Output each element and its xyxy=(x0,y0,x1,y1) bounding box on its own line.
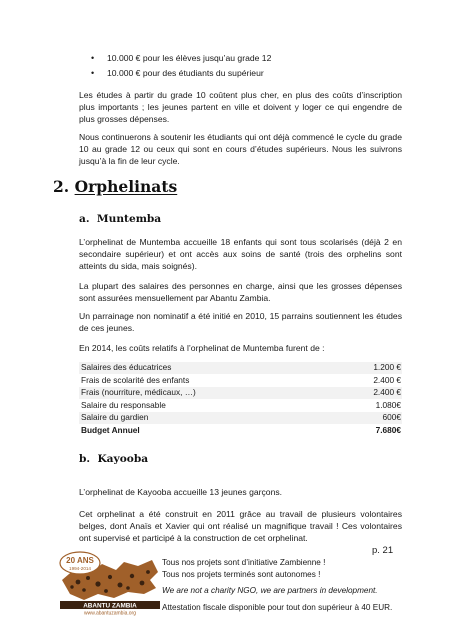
paragraph-muntemba-salaries: La plupart des salaires des personnes en charge, ainsi que les grosses dépenses sont assurées mensuellement par Abantu Zambia. xyxy=(79,281,402,304)
footer-line-autonomous: Tous nos projets terminés sont autonomes ! xyxy=(162,570,321,579)
section-heading-orphelinats xyxy=(53,177,177,196)
paragraph-muntemba-sponsorship: Un parrainage non nominatif a été initié en 2010, 15 parrains soutiennent les études de ces jeunes. xyxy=(79,311,402,334)
table-row xyxy=(79,362,402,374)
cost-amount: 1.200 € xyxy=(335,362,402,374)
abantu-zambia-logo xyxy=(58,550,162,616)
footer-line-tax-certificate: Attestation fiscale disponible pour tout don supérieur à 40 EUR. xyxy=(162,603,393,612)
bullet-item: • 10.000 € pour les élèves jusqu’au grade 12 xyxy=(91,51,271,66)
cost-label: Salaire du responsable xyxy=(79,399,335,412)
section-number: 2. xyxy=(53,177,70,196)
cost-label: Frais de scolarité des enfants xyxy=(79,374,335,387)
paragraph-muntemba-intro: L’orphelinat de Muntemba accueille 18 enfants qui sont tous scolarisés (déjà 2 en secondaire supérieur) et ont accès aux soins de santé (trois des orphelins sont atteints du sida, mais soignés). xyxy=(79,237,402,272)
cost-amount: 600€ xyxy=(335,412,402,425)
paragraph-kayooba-construction: Cet orphelinat a été construit en 2011 grâce au travail de plusieurs volontaires belges, dont Anaïs et Xavier qui ont réalisé un magnifique travail ! Ces volontaires ont supervisé et participé à la construction de cet orphelinat. xyxy=(79,509,402,544)
subheading-kayooba: b. Kayooba xyxy=(79,453,149,465)
table-row xyxy=(79,399,402,412)
paragraph-studies-cost: Les études à partir du grade 10 coûtent plus cher, en plus des coûts d’inscription plus importants ; les jeunes partent en ville et doivent y loger ce qui engendre de plus grosses dépenses. xyxy=(79,90,402,125)
total-amount: 7.680€ xyxy=(335,424,402,437)
paragraph-continue-support: Nous continuerons à soutenir les étudiants qui ont déjà commencé le cycle du grade 10 au grade 12 ou ceux qui sont en cours d’études supérieurs. Nous les suivrons jusqu’à la fin de leur cycle. xyxy=(79,132,402,167)
logo-years-text: 1994-2014 xyxy=(69,566,91,571)
table-row xyxy=(79,412,402,425)
footer-line-initiative: Tous nos projets sont d’initiative Zambienne ! xyxy=(162,558,326,567)
table-total-row xyxy=(79,424,402,437)
cost-amount: 1.080€ xyxy=(335,399,402,412)
logo-badge-text: 20 ANS xyxy=(66,556,94,565)
section-title: Orphelinats xyxy=(74,177,178,196)
page-number: p. 21 xyxy=(372,545,394,556)
cost-amount: 2.400 € xyxy=(335,387,402,400)
table-row xyxy=(79,387,402,400)
logo-url-text: www.abantuzambia.org xyxy=(84,610,136,616)
logo-graphic xyxy=(58,550,162,616)
cost-label: Salaire du gardien xyxy=(79,412,335,425)
total-label: Budget Annuel xyxy=(79,424,335,437)
subheading-muntemba: a. Muntemba xyxy=(79,213,162,225)
footer-line-partners: We are not a charity NGO, we are partners in development. xyxy=(162,586,378,595)
bullet-item: • 10.000 € pour des étudiants du supérieur xyxy=(91,66,271,81)
paragraph-muntemba-costs-intro: En 2014, les coûts relatifs à l’orphelinat de Muntemba furent de : xyxy=(79,343,325,353)
cost-amount: 2.400 € xyxy=(335,374,402,387)
cost-label: Frais (nourriture, médicaux, …) xyxy=(79,387,335,400)
muntemba-costs-table xyxy=(79,362,402,437)
table-row xyxy=(79,374,402,387)
logo-name-text: ABANTU ZAMBIA xyxy=(83,602,137,610)
cost-label: Salaires des éducatrices xyxy=(79,362,335,374)
cost-bullet-list xyxy=(91,51,271,81)
paragraph-kayooba-intro: L’orphelinat de Kayooba accueille 13 jeunes garçons. xyxy=(79,487,283,497)
